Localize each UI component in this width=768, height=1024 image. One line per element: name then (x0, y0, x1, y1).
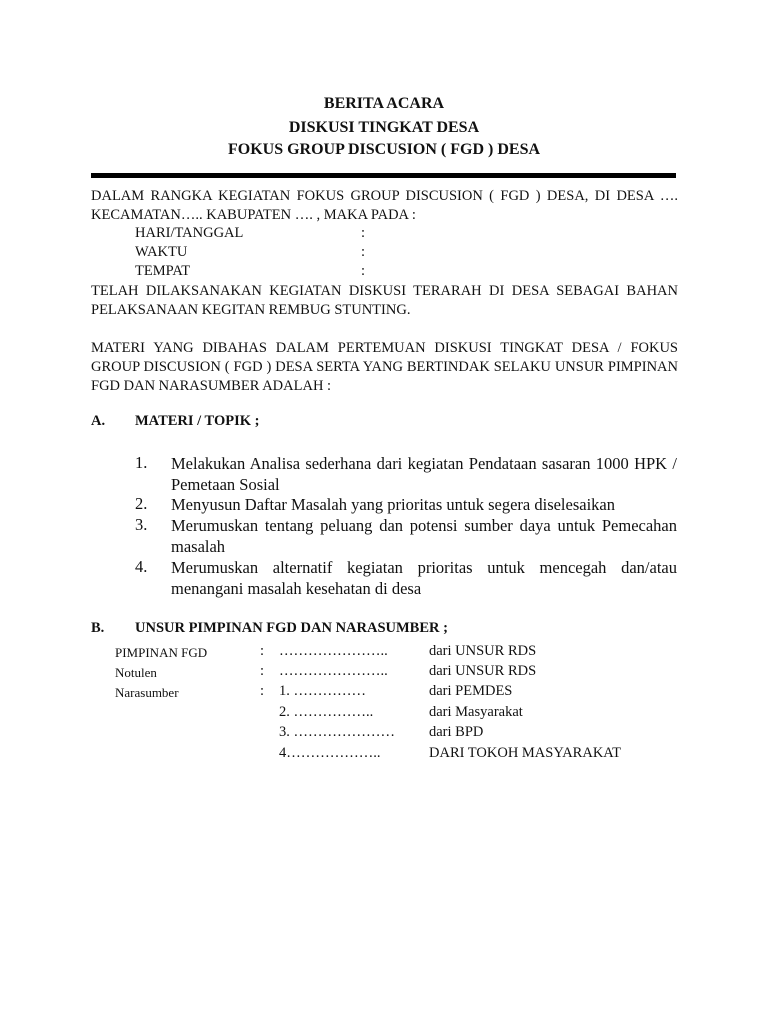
section-a-letter: A. (91, 413, 106, 429)
materi-item-number: 3. (135, 515, 148, 534)
role-label-narasumber: Narasumber (115, 685, 179, 700)
title-line-1: BERITA ACARA (323, 95, 445, 112)
role-value-blank: 1. …………… (279, 683, 366, 699)
role-source: dari PEMDES (429, 683, 513, 699)
role-source: dari UNSUR RDS (429, 643, 537, 659)
materi-intro-paragraph: MATERI YANG DIBAHAS DALAM PERTEMUAN DISKUSI TINGKAT DESA / FOKUS GROUP DISCUSION ( FGD ) DESA SERTA YANG BERTINDAK SELAKU UNSUR PIMPINAN FGD DAN NARASUMBER ADALAH : (91, 340, 678, 394)
role-value-blank: ………………….. (279, 663, 388, 679)
role-source: dari Masyarakat (429, 704, 523, 720)
materi-item-text: Merumuskan alternatif kegiatan prioritas untuk mencegah dan/atau menangani masalah kesehatan di desa (171, 558, 677, 598)
section-b-heading: UNSUR PIMPINAN FGD DAN NARASUMBER ; (135, 620, 448, 636)
role-colon: : (260, 683, 265, 699)
role-value-blank: 3. ………………… (279, 724, 395, 740)
role-colon: : (260, 643, 265, 659)
field-colon: : (361, 225, 366, 241)
field-colon: : (361, 263, 366, 279)
header-divider (91, 173, 676, 178)
materi-item-text: Merumuskan tentang peluang dan potensi sumber daya untuk Pemecahan masalah (171, 516, 677, 556)
field-label-waktu: WAKTU (135, 244, 188, 260)
section-a-heading: MATERI / TOPIK ; (135, 413, 260, 429)
role-label-pimpinan: PIMPINAN FGD (115, 645, 208, 660)
materi-item-text: Menyusun Daftar Masalah yang prioritas untuk segera diselesaikan (171, 495, 615, 514)
intro-paragraph: DALAM RANGKA KEGIATAN FOKUS GROUP DISCUSION ( FGD ) DESA, DI DESA …. KECAMATAN….. KABUPATEN …. , MAKA PADA : (91, 188, 678, 223)
role-value-blank: 2. …………….. (279, 704, 374, 720)
role-value-blank: ………………….. (279, 643, 388, 659)
field-label-hari-tanggal: HARI/TANGGAL (135, 225, 244, 241)
title-line-2: DISKUSI TINGKAT DESA (288, 119, 480, 136)
materi-item-text: Melakukan Analisa sederhana dari kegiatan Pendataan sasaran 1000 HPK / Pemetaan Sosial (171, 454, 677, 494)
title-line-3: FOKUS GROUP DISCUSION ( FGD ) DESA (227, 141, 541, 158)
field-colon: : (361, 244, 366, 260)
role-source: dari BPD (429, 724, 484, 740)
section-b-letter: B. (91, 620, 105, 636)
role-colon: : (260, 663, 265, 679)
role-source: dari UNSUR RDS (429, 663, 537, 679)
field-label-tempat: TEMPAT (135, 263, 191, 279)
role-label-notulen: Notulen (115, 665, 157, 680)
materi-item-number: 1. (135, 453, 148, 472)
role-value-blank: 4……………….. (279, 745, 381, 761)
role-source: DARI TOKOH MASYARAKAT (429, 745, 622, 761)
materi-item-number: 4. (135, 557, 148, 576)
materi-item-number: 2. (135, 494, 148, 513)
closing-paragraph: TELAH DILAKSANAKAN KEGIATAN DISKUSI TERARAH DI DESA SEBAGAI BAHAN PELAKSANAAN KEGITAN REMBUG STUNTING. (91, 283, 678, 318)
